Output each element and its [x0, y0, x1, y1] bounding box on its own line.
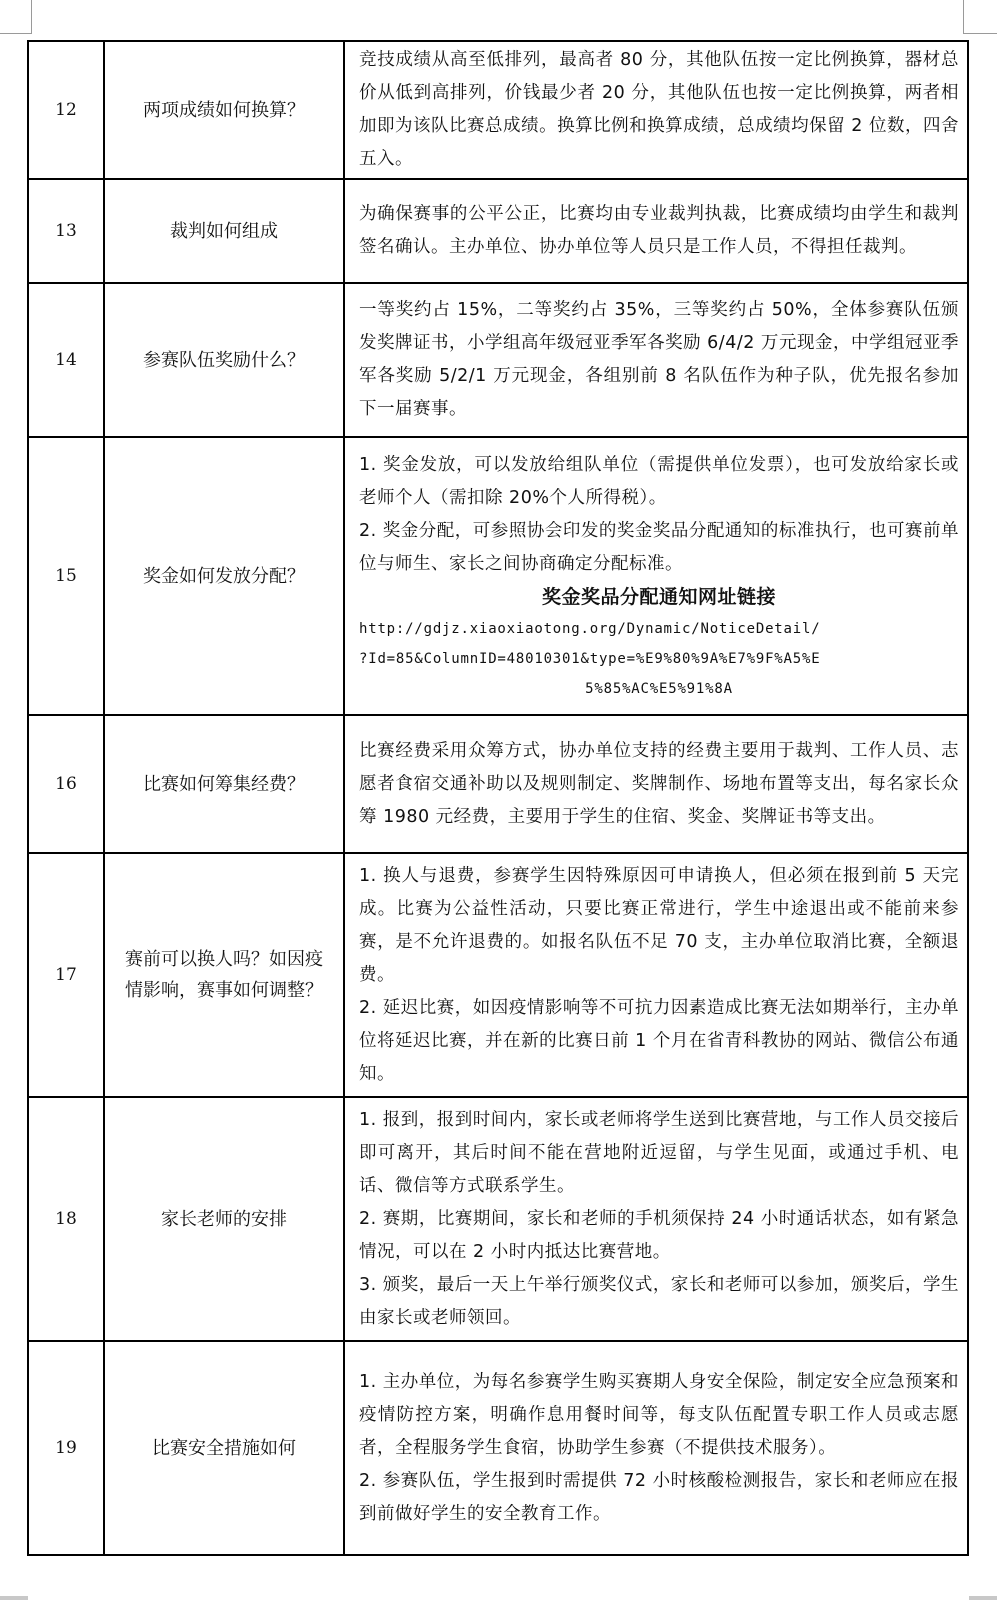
answer-paragraph: 1. 奖金发放，可以发放给组队单位（需提供单位发票），也可发放给家长或老师个人（需扣除 20%个人所得税）。	[359, 454, 959, 508]
faq-table	[27, 40, 969, 1556]
answer-paragraph: 1. 换人与退费，参赛学生因特殊原因可申请换人，但必须在报到前 5 天完成。比赛为公益性活动，只要比赛正常进行，学生中途退出或不能前来参赛，是不允许退费的。如报名队伍不足 70 支，主办单位取消比赛，全额退费。	[359, 865, 959, 985]
row-number: 15	[28, 437, 104, 715]
notice-url-line[interactable]: http://gdjz.xiaoxiaotong.org/Dynamic/NoticeDetail/	[359, 620, 821, 637]
row-number: 17	[28, 853, 104, 1097]
answer-paragraph: 2. 参赛队伍，学生报到时需提供 72 小时核酸检测报告，家长和老师应在报到前做好学生的安全教育工作。	[359, 1470, 959, 1524]
row-number: 13	[28, 179, 104, 283]
table-row	[28, 41, 968, 179]
answer-paragraph: 2. 奖金分配，可参照协会印发的奖金奖品分配通知的标准执行，也可赛前单位与师生、家长之间协商确定分配标准。	[359, 520, 959, 574]
answer-cell	[344, 437, 968, 715]
answer-cell: 一等奖约占 15%，二等奖约占 35%，三等奖约占 50%，全体参赛队伍颁发奖牌证书，小学组高年级冠亚季军各奖励 6/4/2 万元现金，中学组冠亚季军各奖励 5/2/1 万元现金，各组别前 8 名队伍作为种子队，优先报名参加下一届赛事。	[344, 283, 968, 437]
answer-cell	[344, 1097, 968, 1341]
link-title: 奖金奖品分配通知网址链接	[541, 585, 776, 608]
answer-cell: 比赛经费采用众筹方式，协办单位支持的经费主要用于裁判、工作人员、志愿者食宿交通补助以及规则制定、奖牌制作、场地布置等支出，每名家长众筹 1980 元经费，主要用于学生的住宿、奖金、奖牌证书等支出。	[344, 715, 968, 853]
row-number: 19	[28, 1341, 104, 1555]
table-row	[28, 715, 968, 853]
answer-cell: 为确保赛事的公平公正，比赛均由专业裁判执裁，比赛成绩均由学生和裁判签名确认。主办单位、协办单位等人员只是工作人员，不得担任裁判。	[344, 179, 968, 283]
question-cell: 家长老师的安排	[104, 1097, 344, 1341]
crop-mark-bottom-left	[0, 1596, 28, 1600]
answer-paragraph: 2. 赛期，比赛期间，家长和老师的手机须保持 24 小时通话状态，如有紧急情况，可以在 2 小时内抵达比赛营地。	[359, 1208, 959, 1262]
crop-mark-top-left	[31, 0, 32, 34]
crop-mark-top-right	[963, 0, 964, 34]
question-cell: 奖金如何发放分配？	[104, 437, 344, 715]
question-cell: 参赛队伍奖励什么？	[104, 283, 344, 437]
table-row	[28, 179, 968, 283]
answer-cell	[344, 853, 968, 1097]
crop-mark-top-right	[963, 33, 997, 34]
question-cell: 比赛安全措施如何	[104, 1341, 344, 1555]
answer-paragraph: 2. 延迟比赛，如因疫情影响等不可抗力因素造成比赛无法如期举行，主办单位将延迟比赛，并在新的比赛日前 1 个月在省青科教协的网站、微信公布通知。	[359, 997, 959, 1084]
crop-mark-bottom-right	[969, 1596, 997, 1600]
question-cell: 裁判如何组成	[104, 179, 344, 283]
table-row	[28, 853, 968, 1097]
answer-cell: 竞技成绩从高至低排列，最高者 80 分，其他队伍按一定比例换算，器材总价从低到高排列，价钱最少者 20 分，其他队伍也按一定比例换算，两者相加即为该队比赛总成绩。换算比例和换算成绩，总成绩均保留 2 位数，四舍五入。	[344, 41, 968, 179]
row-number: 16	[28, 715, 104, 853]
notice-url-line[interactable]: 5%85%AC%E5%91%8A	[585, 680, 733, 697]
table-row	[28, 283, 968, 437]
notice-url-line[interactable]: ?Id=85&ColumnID=48010301&type=%E9%80%9A%E7%9F%A5%E	[359, 650, 821, 667]
answer-paragraph: 1. 报到，报到时间内，家长或老师将学生送到比赛营地，与工作人员交接后即可离开，其后时间不能在营地附近逗留，与学生见面，或通过手机、电话、微信等方式联系学生。	[359, 1109, 959, 1196]
table-row	[28, 1341, 968, 1555]
crop-mark-top-left	[0, 33, 32, 34]
row-number: 12	[28, 41, 104, 179]
answer-paragraph: 1. 主办单位，为每名参赛学生购买赛期人身安全保险，制定安全应急预案和疫情防控方案，明确作息用餐时间等，每支队伍配置专职工作人员或志愿者，全程服务学生食宿，协助学生参赛（不提供技术服务）。	[359, 1371, 959, 1458]
table-row	[28, 1097, 968, 1341]
question-cell: 赛前可以换人吗？如因疫情影响，赛事如何调整？	[104, 853, 344, 1097]
table-row	[28, 437, 968, 715]
question-cell: 比赛如何筹集经费？	[104, 715, 344, 853]
row-number: 14	[28, 283, 104, 437]
row-number: 18	[28, 1097, 104, 1341]
answer-paragraph: 3. 颁奖，最后一天上午举行颁奖仪式，家长和老师可以参加，颁奖后，学生由家长或老师领回。	[359, 1274, 959, 1328]
answer-cell	[344, 1341, 968, 1555]
question-cell: 两项成绩如何换算？	[104, 41, 344, 179]
